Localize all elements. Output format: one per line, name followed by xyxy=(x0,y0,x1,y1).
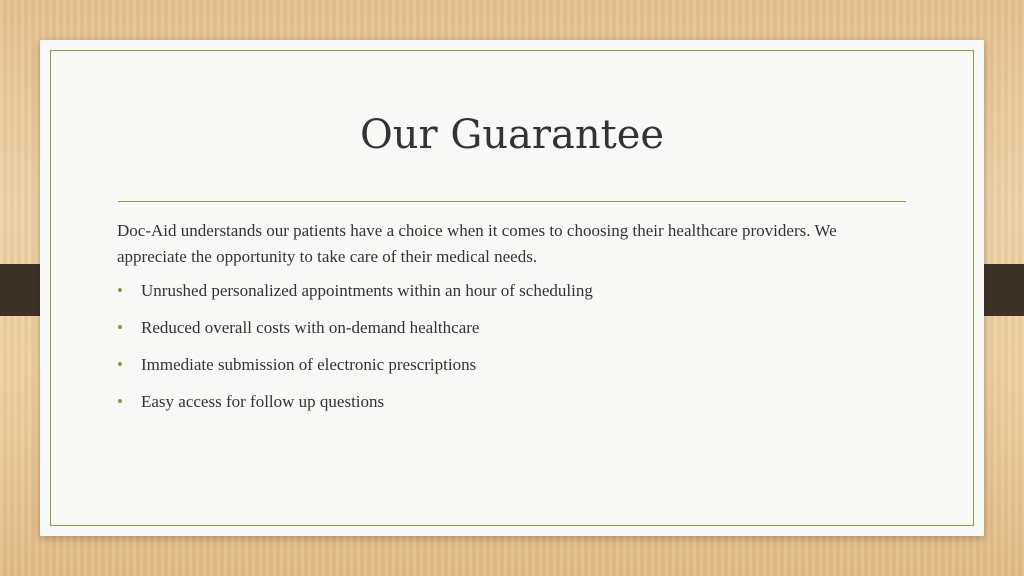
bullet-item xyxy=(117,315,907,341)
bullet-text: Immediate submission of electronic prescriptions xyxy=(141,355,477,374)
bullet-list xyxy=(117,278,907,415)
bullet-item xyxy=(117,278,907,304)
title-divider xyxy=(118,201,906,202)
slide-card xyxy=(40,40,984,536)
bullet-text: Reduced overall costs with on-demand healthcare xyxy=(141,318,480,337)
bullet-dot-icon: • xyxy=(117,355,123,374)
bullet-text: Unrushed personalized appointments within an hour of scheduling xyxy=(141,281,593,300)
bullet-item xyxy=(117,352,907,378)
bullet-dot-icon: • xyxy=(117,281,123,300)
bullet-item xyxy=(117,389,907,415)
slide-body xyxy=(117,218,907,426)
slide-title: Our Guarantee xyxy=(359,112,665,158)
bullet-text: Easy access for follow up questions xyxy=(141,392,385,411)
bullet-dot-icon: • xyxy=(117,318,123,337)
intro-paragraph: Doc-Aid understands our patients have a choice when it comes to choosing their healthcare providers. We appreciate the opportunity to take care of their medical needs. xyxy=(117,221,837,266)
bullet-dot-icon: • xyxy=(117,392,123,411)
